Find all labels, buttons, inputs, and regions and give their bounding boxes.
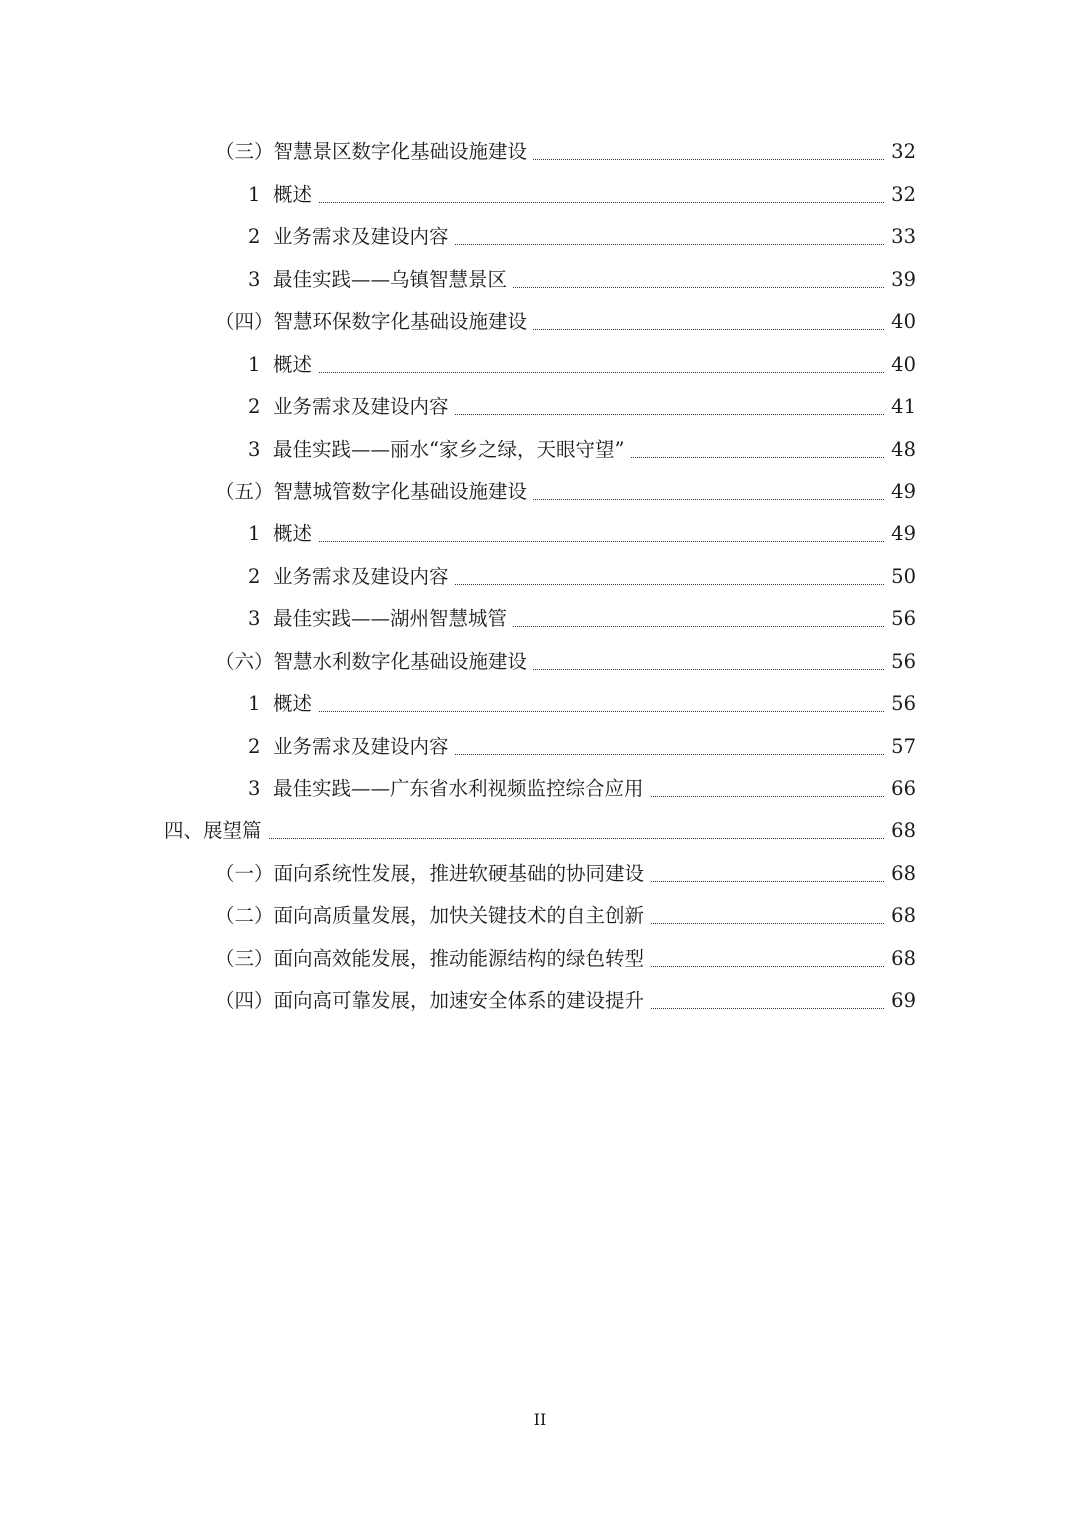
toc-entry-page: 49	[884, 524, 916, 544]
toc-entry[interactable]	[0, 386, 1080, 428]
toc-entry-page: 48	[884, 440, 916, 460]
toc-entry-number: 1	[248, 692, 261, 716]
toc-entry-number: 3	[248, 777, 261, 801]
toc-entry-page: 69	[884, 991, 916, 1011]
toc-entry[interactable]	[0, 513, 1080, 555]
toc-entry-page: 56	[884, 652, 916, 672]
toc-entry-number: 1	[248, 522, 261, 546]
toc-entry-page: 56	[884, 694, 916, 714]
toc-entry-title: 概述	[273, 185, 318, 205]
toc-entry[interactable]	[0, 598, 1080, 640]
toc-entry[interactable]	[0, 683, 1080, 725]
toc-entry[interactable]	[0, 173, 1080, 215]
toc-entry-number: 2	[248, 225, 261, 249]
toc-entry-title: 最佳实践——乌镇智慧景区	[273, 270, 513, 290]
toc-entry[interactable]	[0, 555, 1080, 597]
toc-entry-title: （五）智慧城管数字化基础设施建设	[215, 482, 533, 502]
toc-entry-number: 3	[248, 437, 261, 461]
toc-entry-page: 68	[884, 864, 916, 884]
toc-entry-number: 2	[248, 734, 261, 758]
toc-entry[interactable]	[0, 768, 1080, 810]
toc-entry-title: （二）面向高质量发展，加快关键技术的自主创新	[215, 906, 650, 926]
toc-entry[interactable]	[0, 131, 1080, 173]
toc-entry-page: 40	[884, 312, 916, 332]
toc-entry-title: （一）面向系统性发展，推进软硬基础的协同建设	[215, 864, 650, 884]
toc-entry-title: 最佳实践——湖州智慧城管	[273, 609, 513, 629]
toc-entry[interactable]	[0, 471, 1080, 513]
toc-entry-page: 66	[884, 779, 916, 799]
toc-entry-page: 41	[884, 397, 916, 417]
toc-entry-title: 概述	[273, 355, 318, 375]
toc-entry-page: 32	[884, 142, 916, 162]
dot-leader	[273, 709, 894, 712]
toc-entry[interactable]	[0, 895, 1080, 937]
toc-entry[interactable]	[0, 258, 1080, 300]
toc-entry-title: （四）智慧环保数字化基础设施建设	[215, 312, 533, 332]
toc-entry-page: 33	[884, 227, 916, 247]
toc-entry-page: 68	[884, 821, 916, 841]
toc-entry-title: （四）面向高可靠发展，加速安全体系的建设提升	[215, 991, 650, 1011]
toc-entry-title: 概述	[273, 524, 318, 544]
toc-entry-title: 概述	[273, 694, 318, 714]
dot-leader	[273, 539, 894, 542]
toc-entry[interactable]	[0, 428, 1080, 470]
toc-entry-title: 业务需求及建设内容	[273, 397, 455, 417]
toc-entry-page: 56	[884, 609, 916, 629]
toc-entry-page: 49	[884, 482, 916, 502]
dot-leader	[273, 370, 894, 373]
toc-entry-title: 最佳实践——丽水“家乡之绿，天眼守望”	[273, 440, 630, 460]
toc-entry-title: 业务需求及建设内容	[273, 227, 455, 247]
toc-entry-page: 57	[884, 737, 916, 757]
toc-entry-number: 1	[248, 352, 261, 376]
toc-entry-title: 最佳实践——广东省水利视频监控综合应用	[273, 779, 650, 799]
toc-entry-title: 四、展望篇	[164, 821, 268, 841]
toc-entry-number: 2	[248, 564, 261, 588]
toc-entry[interactable]	[0, 640, 1080, 682]
table-of-contents	[0, 131, 1080, 1022]
toc-entry[interactable]	[0, 810, 1080, 852]
toc-entry-page: 50	[884, 567, 916, 587]
toc-entry[interactable]	[0, 216, 1080, 258]
dot-leader	[273, 200, 894, 203]
toc-entry-title: （六）智慧水利数字化基础设施建设	[215, 652, 533, 672]
toc-entry[interactable]	[0, 725, 1080, 767]
toc-entry-page: 68	[884, 949, 916, 969]
toc-entry-page: 39	[884, 270, 916, 290]
page-number-footer: II	[533, 1410, 547, 1429]
toc-entry-number: 3	[248, 267, 261, 291]
toc-entry-number: 3	[248, 607, 261, 631]
toc-entry-number: 1	[248, 182, 261, 206]
toc-entry[interactable]	[0, 980, 1080, 1022]
toc-entry-page: 32	[884, 185, 916, 205]
toc-entry[interactable]	[0, 937, 1080, 979]
toc-entry[interactable]	[0, 301, 1080, 343]
toc-entry[interactable]	[0, 852, 1080, 894]
toc-entry-title: （三）面向高效能发展，推动能源结构的绿色转型	[215, 949, 650, 969]
toc-entry-number: 2	[248, 395, 261, 419]
toc-entry[interactable]	[0, 343, 1080, 385]
toc-entry-title: 业务需求及建设内容	[273, 567, 455, 587]
toc-entry-title: 业务需求及建设内容	[273, 737, 455, 757]
toc-entry-title: （三）智慧景区数字化基础设施建设	[215, 142, 533, 162]
dot-leader	[164, 836, 894, 839]
toc-entry-page: 40	[884, 355, 916, 375]
toc-entry-page: 68	[884, 906, 916, 926]
